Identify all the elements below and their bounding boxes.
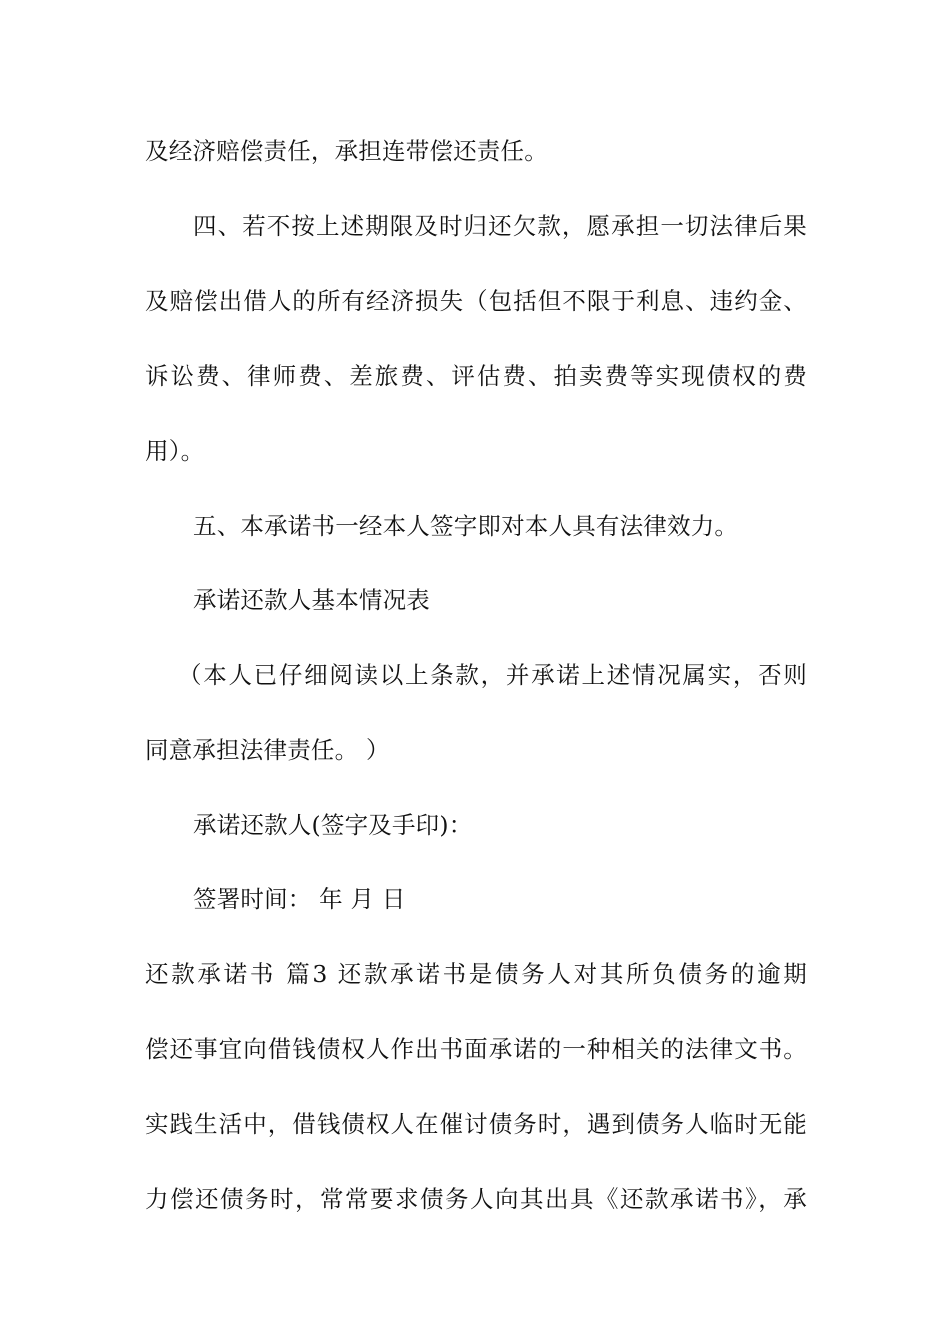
- text-line-6: 五、本承诺书一经本人签字即对本人具有法律效力。: [193, 512, 739, 540]
- text-line-4: 诉讼费、律师费、差旅费、评估费、拍卖费等实现债权的费: [145, 362, 807, 390]
- text-line-14: 实践生活中，借钱债权人在催讨债务时，遇到债务人临时无能: [145, 1110, 807, 1138]
- text-line-9: 同意承担法律责任。 ）: [145, 736, 390, 764]
- text-line-8: （本人已仔细阅读以上条款，并承诺上述情况属实，否则: [178, 661, 807, 689]
- text-line-1: 及经济赔偿责任，承担连带偿还责任。: [145, 137, 548, 165]
- text-line-13: 偿还事宜向借钱债权人作出书面承诺的一种相关的法律文书。: [145, 1035, 807, 1063]
- text-line-3: 及赔偿出借人的所有经济损失（包括但不限于利息、违约金、: [145, 287, 807, 315]
- text-line-10: 承诺还款人(签字及手印)：: [193, 811, 473, 839]
- text-line-7: 承诺还款人基本情况表: [193, 586, 430, 614]
- text-line-12: 还款承诺书 篇3 还款承诺书是债务人对其所负债务的逾期: [145, 960, 807, 988]
- text-line-5: 用）。: [145, 437, 205, 465]
- text-line-11: 签署时间： 年 月 日: [193, 885, 406, 913]
- text-line-2: 四、若不按上述期限及时归还欠款，愿承担一切法律后果: [193, 212, 807, 240]
- text-line-15: 力偿还债务时，常常要求债务人向其出具《还款承诺书》，承: [145, 1185, 807, 1213]
